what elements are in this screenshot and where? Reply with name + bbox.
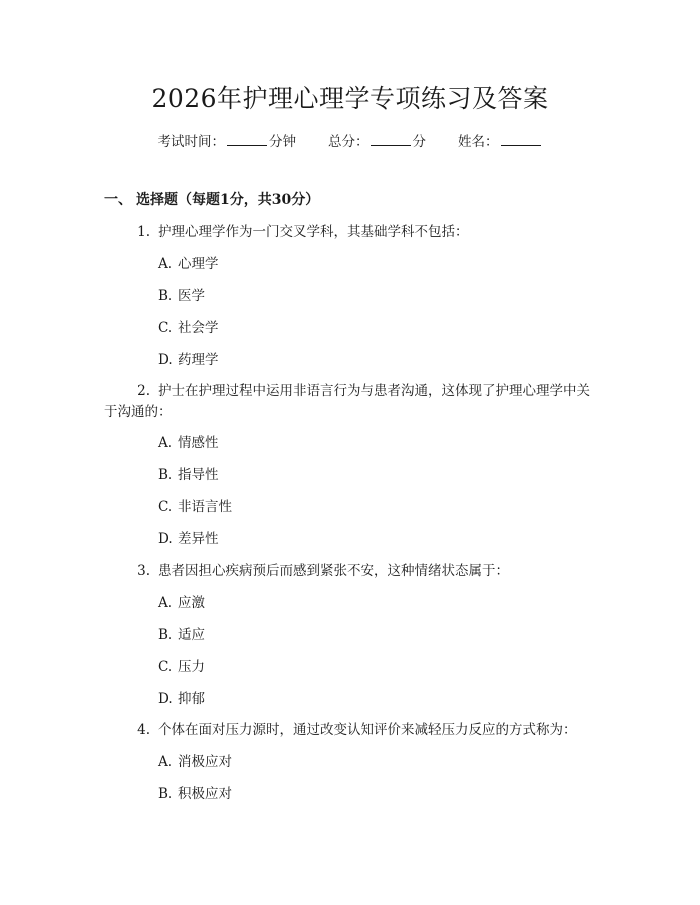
option-letter: B. [158,786,173,802]
time-unit: 分钟 [269,134,296,150]
question-text: 护理心理学作为一门交叉学科，其基础学科不包括： [158,224,469,240]
option-text: 指导性 [178,467,219,483]
option-1-b [158,286,205,306]
question-4 [104,720,600,741]
question-number: 3. [137,563,150,579]
option-2-b [158,465,219,485]
option-letter: A. [158,754,173,770]
option-2-a [158,433,219,453]
question-1 [104,222,600,243]
option-text: 心理学 [178,256,219,272]
name-label: 姓名： [458,134,499,150]
question-text: 护士在护理过程中运用非语言行为与患者沟通，这体现了护理心理学中关于沟通的： [104,383,590,420]
section-number: 一、 [104,192,132,208]
question-number: 2. [137,383,150,399]
time-label: 考试时间： [157,134,225,150]
option-text: 药理学 [178,352,219,368]
option-3-d [158,689,205,709]
option-text: 积极应对 [178,786,232,802]
option-text: 医学 [178,288,205,304]
option-3-b [158,625,205,645]
option-3-a [158,593,205,613]
option-letter: C. [158,499,173,515]
option-text: 非语言性 [178,499,232,515]
option-1-d [158,350,219,370]
question-number: 1. [137,224,150,240]
option-text: 消极应对 [178,754,232,770]
option-letter: D. [158,531,173,547]
option-letter: B. [158,467,173,483]
option-text: 社会学 [178,320,219,336]
option-letter: A. [158,256,173,272]
option-text: 情感性 [178,435,219,451]
option-letter: A. [158,595,173,611]
question-text: 患者因担心疾病预后而感到紧张不安，这种情绪状态属于： [158,563,509,579]
option-2-c [158,497,232,517]
question-3 [104,561,600,582]
option-letter: C. [158,320,173,336]
option-letter: B. [158,627,173,643]
option-3-c [158,657,205,677]
exam-meta-line [0,131,700,152]
option-letter: A. [158,435,173,451]
question-text: 个体在面对压力源时，通过改变认知评价来减轻压力反应的方式称为： [158,722,577,738]
option-text: 差异性 [178,531,219,547]
option-1-c [158,318,219,338]
option-text: 抑郁 [178,691,205,707]
score-unit: 分 [412,134,426,150]
option-letter: B. [158,288,173,304]
option-4-b [158,784,232,804]
option-text: 应激 [178,595,205,611]
section-heading [104,190,319,210]
question-number: 4. [137,722,150,738]
option-text: 适应 [178,627,205,643]
name-blank [501,131,541,146]
option-text: 压力 [178,659,205,675]
option-4-a [158,752,232,772]
option-letter: D. [158,691,173,707]
option-letter: D. [158,352,173,368]
option-1-a [158,254,219,274]
option-letter: C. [158,659,173,675]
document-title: 2026年护理心理学专项练习及答案 [151,84,549,113]
score-blank [371,131,411,146]
time-blank [227,131,267,146]
section-title-text: 选择题（每题1分，共30分） [136,192,320,208]
question-2 [104,381,600,423]
score-label: 总分： [328,134,369,150]
option-2-d [158,529,219,549]
